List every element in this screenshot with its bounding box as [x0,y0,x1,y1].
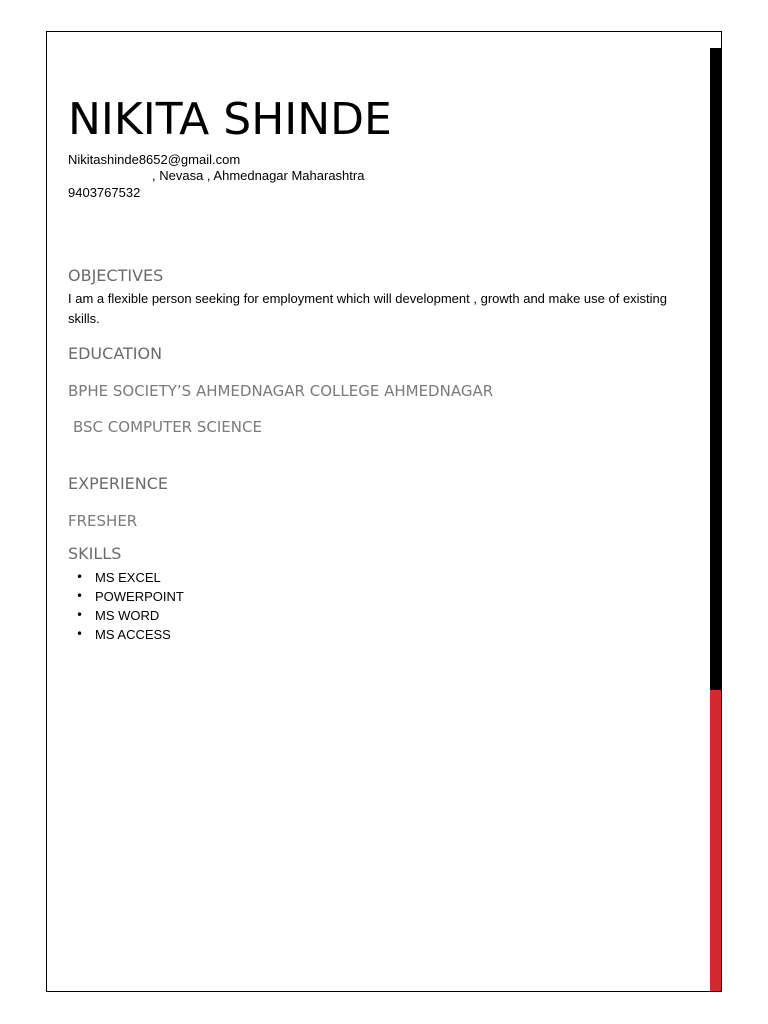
skill-label: MS ACCESS [95,627,171,642]
objectives-text: I am a flexible person seeking for employment which will development , growth and make use of existing skills. [68,291,668,326]
accent-bar-black [710,48,722,690]
skill-item [68,606,184,625]
experience-level: FRESHER [68,512,138,530]
contact-phone: 9403767532 [68,185,141,200]
education-degree: BSC COMPUTER SCIENCE [73,418,262,436]
skill-item [68,587,184,606]
skill-label: MS WORD [95,608,160,623]
candidate-name: NIKITA SHINDE [68,94,392,145]
bullet-icon: • [76,608,84,622]
accent-bar-red [710,690,722,992]
bullet-icon: • [76,589,84,603]
education-heading: EDUCATION [68,344,163,363]
skill-label: POWERPOINT [95,589,184,604]
skills-heading: SKILLS [68,544,122,563]
bullet-icon: • [76,627,84,641]
experience-heading: EXPERIENCE [68,474,169,493]
skills-list [68,568,184,644]
contact-email: Nikitashinde8652@gmail.com [68,152,241,167]
objectives-heading: OBJECTIVES [68,266,164,285]
skill-item [68,625,184,644]
skill-item [68,568,184,587]
contact-address: , Nevasa , Ahmednagar Maharashtra [152,168,365,183]
skill-label: MS EXCEL [95,570,161,585]
bullet-icon: • [76,570,84,584]
education-college: BPHE SOCIETY’S AHMEDNAGAR COLLEGE AHMEDNAGAR [68,382,494,400]
resume-page [46,31,722,992]
